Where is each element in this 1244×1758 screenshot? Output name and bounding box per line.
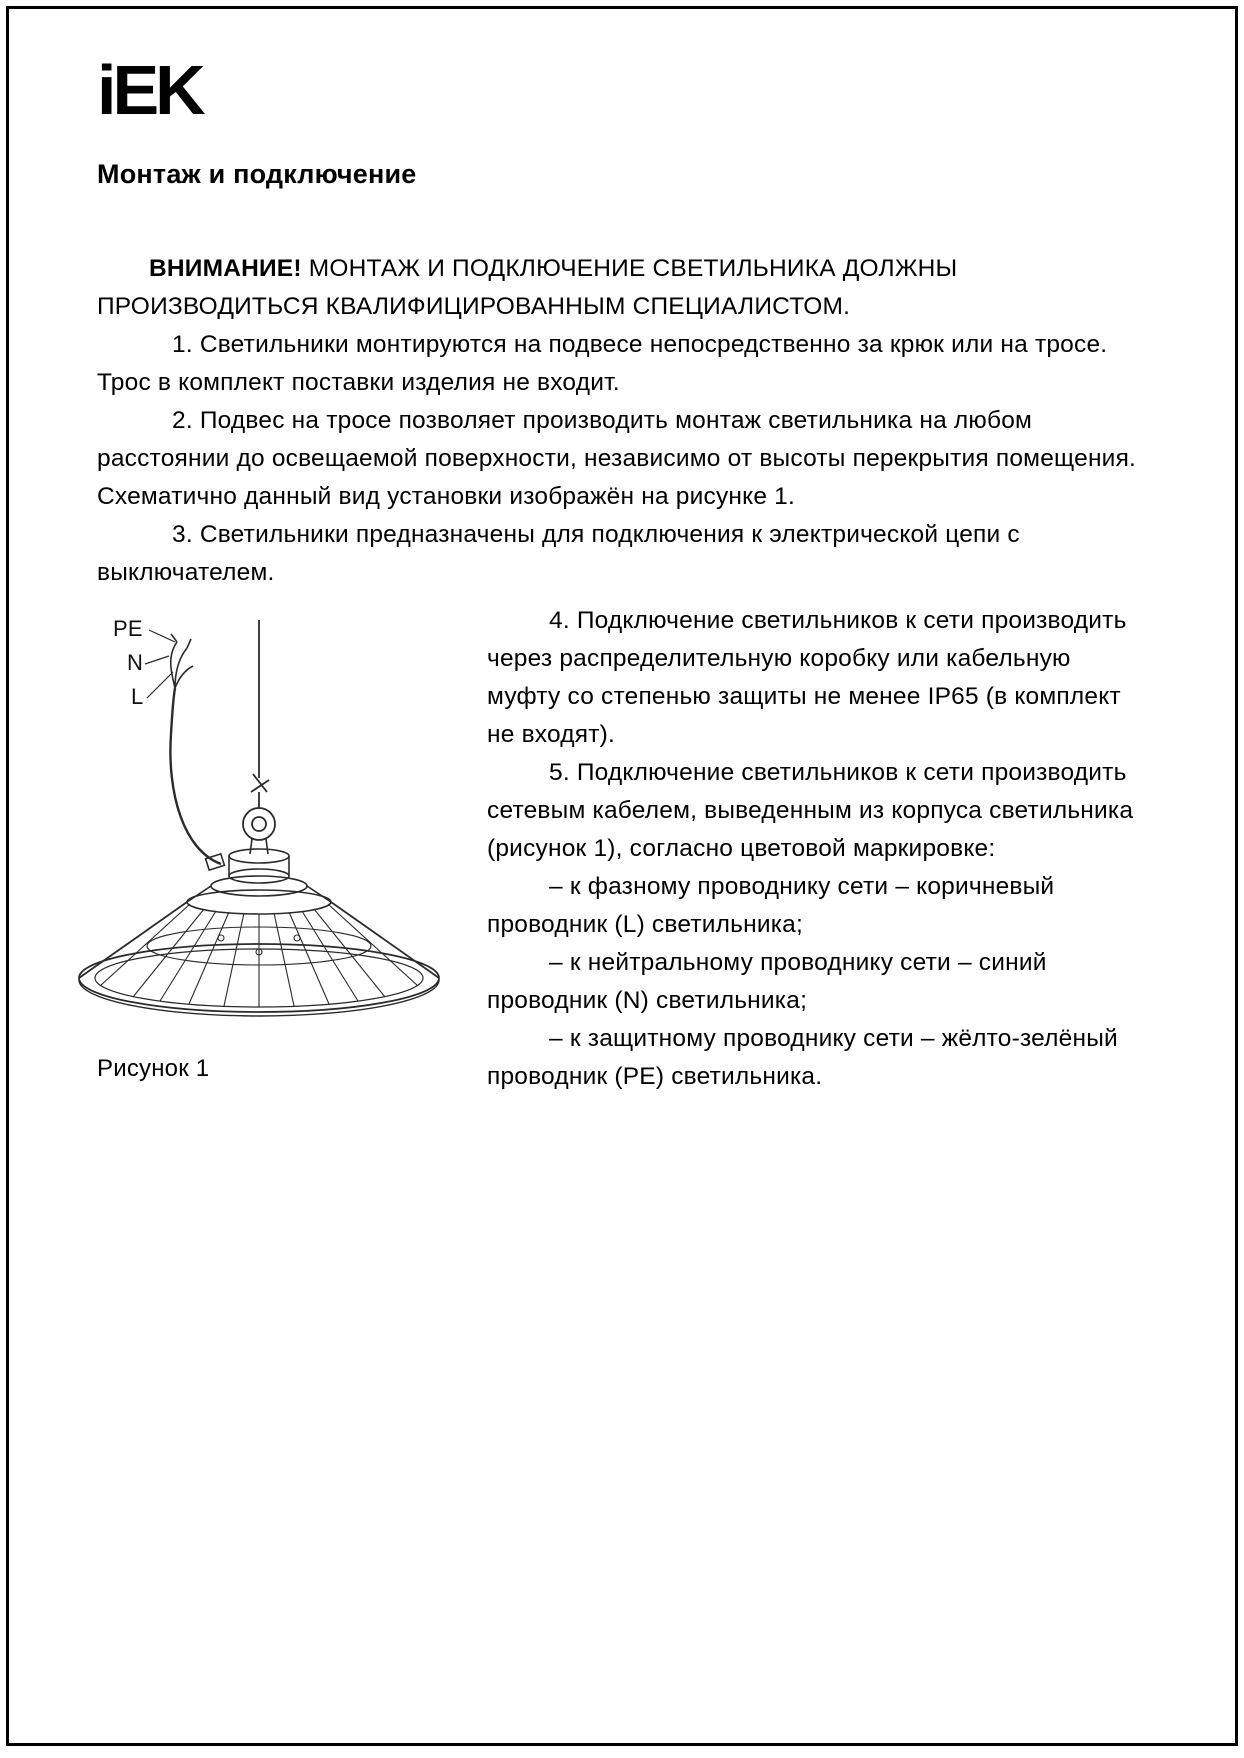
paragraph-item-2: 2. Подвес на тросе позволяет производить монтаж светильника на любом расстоянии до освещаемой поверхности, независимо от высоты перекрытия помещения. Схематично данный вид установки изображён на рисунке 1. [97,407,1137,510]
luminaire-diagram [71,606,471,1038]
eyelet-ring [243,808,275,840]
marking-item-phase: – к фазному проводнику сети – коричневый проводник (L) светильника; [487,873,1055,938]
paragraph-item-5: 5. Подключение светильников к сети производить сетевым кабелем, выведенным из корпуса светильника (рисунок 1), согласно цветовой маркировке: [487,759,1134,862]
supply-cable [170,688,221,864]
document-page [6,6,1238,1746]
lamp-body-tiers [187,876,331,914]
warning-text: МОНТАЖ И ПОДКЛЮЧЕНИЕ СВЕТИЛЬНИКА ДОЛЖНЫ ПРОИЗВОДИТЬСЯ КВАЛИФИЦИРОВАННЫМ СПЕЦИАЛИСТОМ. [97,255,958,320]
marking-item-neutral: – к нейтральному проводнику сети – синий проводник (N) светильника; [487,949,1047,1014]
figure-1 [97,606,487,1088]
wire-label-l: L [131,684,144,709]
wire-label-pe: PE [113,616,143,641]
iek-logo: iEK [97,51,202,129]
page-title: Монтаж и подключение [97,159,417,189]
paragraph-item-4: 4. Подключение светильников к сети производить через распределительную коробку или кабельную муфту со степенью защиты не менее IP65 (в комплект не входят). [487,607,1127,748]
text-column [487,602,1151,1096]
warning-paragraph [97,250,1151,326]
paragraph-item-3: 3. Светильники предназначены для подключения к электрической цепи с выключателем. [97,521,1020,586]
wire-label-n: N [127,650,144,675]
paragraph-item-1: 1. Светильники монтируются на подвесе непосредственно за крюк или на тросе. Трос в комплект поставки изделия не входит. [97,331,1108,396]
body-text [97,250,1151,1096]
figure-caption: Рисунок 1 [97,1055,210,1082]
suspension-cable [251,620,269,808]
figure-column [97,602,487,1096]
warning-bold-label: ВНИМАНИЕ! [149,255,302,282]
two-column-section [97,602,1151,1096]
marking-item-ground: – к защитному проводнику сети – жёлто-зелёный проводник (PE) светильника. [487,1025,1118,1090]
